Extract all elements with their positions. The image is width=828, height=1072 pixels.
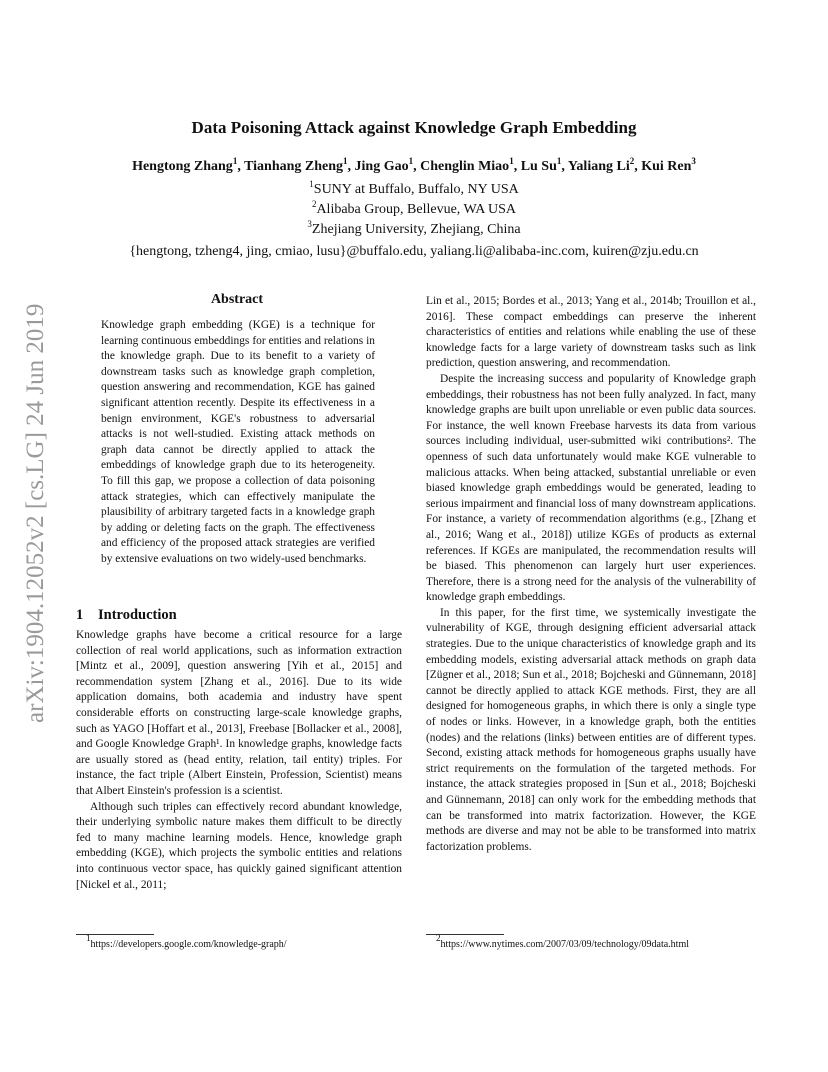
abstract-text: Knowledge graph embedding (KGE) is a technique for learning continuous embeddings for entities and relations in the knowledge graph. Due to its benefit to a variety of downstream tasks such as knowledge graph completion, question answering and recommendation, KGE has gained significant attention recently. Despite its effectiveness in a benign environment, KGE's robustness to adversarial attacks is not well-studied. Existing attack methods on graph data cannot be directly applied to attack the embeddings of knowledge graph due to its heterogeneity. To fill this gap, we propose a collection of data poisoning attack strategies, which can effectively manipulate the plausibility of arbitrary targeted facts in a knowledge graph by adding or deleting facts on the graph. The effectiveness and efficiency of the proposed attack strategies are verified by extensive evaluations on two widely-used benchmarks. — [101, 319, 375, 565]
author-name: Tianhang Zheng$^1$ — [244, 156, 348, 174]
paragraph: Knowledge graphs have become a critical resource for a large collection of real world applications, such as information extraction [Mintz et al., 2009], question answering [Yih et al., 2015] and recommendation system [Zhang et al., 2016]. Due to its wide application domains, both academia and industry have spent considerable efforts on constructing large-scale knowledge graphs, such as YAGO [Hoffart et al., 2013], Freebase [Bollacker et al., 2008], and Google Knowledge Graph¹. In knowledge graphs, knowledge facts are usually stored as (head entity, relation, tail entity) triples. For instance, the fact triple (Albert Einstein, Profession, Scientist) means that Albert Einstein's profession is a scientist. — [76, 629, 402, 797]
footnote-2: $^2$https://www.nytimes.com/2007/03/09/technology/09data.html — [436, 933, 689, 950]
section-heading-introduction: 1 Introduction — [76, 607, 177, 623]
affiliation-1: $^1$SUNY at Buffalo, Buffalo, NY USA — [309, 179, 519, 197]
right-column-text — [426, 294, 756, 855]
author-name: Kui Ren$^3$ — [641, 156, 696, 174]
paragraph: Although such triples can effectively record abundant knowledge, their underlying symbolic nature makes them difficult to be directly fed to many machine learning models. Hence, knowledge graph embedding (KGE), which projects the symbolic entities and relations into continuous vector space, has quickly gained significant attention [Nickel et al., 2011; — [76, 800, 402, 891]
abstract-heading: Abstract — [210, 292, 264, 307]
author-name: Yaliang Li$^2$ — [567, 156, 635, 174]
footnote-1: $^1$https://developers.google.com/knowledge-graph/ — [86, 933, 287, 950]
author-name: Chenglin Miao$^1$ — [420, 156, 514, 174]
paragraph: Lin et al., 2015; Bordes et al., 2013; Yang et al., 2014b; Trouillon et al., 2016]. These compact embeddings can preserve the inherent characteristics of entities and relations while enabling the use of these knowledge facts for a large variety of downstream tasks such as link prediction, question answering, and recommendation. — [426, 295, 756, 370]
paragraph: Despite the increasing success and popularity of Knowledge graph embeddings, their robustness has not been fully analyzed. In fact, many knowledge graphs are built upon unreliable or even public data sources. For instance, the well known Freebase harvests its data from various sources including individual, user-submitted wiki contributions². The openness of such data unfortunately would make KGE vulnerable to malicious attacks. When being attacked, substantial unreliable or even biased knowledge graph embeddings would be generated, leading to serious impairment and financial loss of many downstream applications. For instance, a variety of recommendation algorithms (e.g., [Zhang et al., 2016; Wang et al., 2018]) utilize KGEs of products as external references. If KGEs are manipulated, the recommendation results will be biased. This phenomenon can largely hurt user experiences. Therefore, there is a strong need for the analysis of the vulnerability of knowledge graph embeddings. — [426, 372, 756, 604]
introduction-text — [76, 628, 402, 893]
author-emails: {hengtong, tzheng4, jing, cmiao, lusu}@buffalo.edu, yaliang.li@alibaba-inc.com, kuiren@zju.edu.cn — [129, 244, 699, 259]
affiliation-2: $^2$Alibaba Group, Bellevue, WA USA — [311, 199, 517, 217]
paper-title: Data Poisoning Attack against Knowledge Graph Embedding — [191, 118, 637, 137]
affiliation-3: $^3$Zhejiang University, Zhejiang, China — [307, 219, 521, 237]
author-name: Hengtong Zhang$^1$ — [132, 156, 238, 174]
author-name: Jing Gao$^1$ — [354, 156, 414, 174]
author-name: Lu Su$^1$ — [520, 156, 562, 174]
author-list: Hengtong Zhang$^1$, Tianhang Zheng$^1$, Jing Gao$^1$, Chenglin Miao$^1$, Lu Su$^1$, Yaliang Li$^2$, Kui Ren$^3$ — [132, 156, 696, 174]
paragraph: In this paper, for the first time, we systemically investigate the vulnerability of KGE, through designing efficient adversarial attack strategies. Due to the unique characteristics of knowledge graph and its embedding models, existing adversarial attack methods on graph data [Zügner et al., 2018; Sun et al., 2018; Bojcheski and Günnemann, 2018] cannot be directly applied to attack KGE methods. First, they are all designed for homogeneous graphs, in which there is only a single type of nodes or links. However, in a knowledge graph, both the entities (nodes) and the relations (links) between entities are of different types. Second, existing attack methods for homogeneous graphs usually have strict requirements on the formulation of the targeted methods. For instance, the attack strategies proposed in [Sun et al., 2018; Bojcheski and Günnemann, 2018] can only work for the embedding methods that can be transformed into matrix factorization. However, the KGE methods are diverse and may not be able to be transformed into matrix factorization problems. — [426, 606, 756, 853]
arxiv-identifier: arXiv:1904.12052v2 [cs.LG] 24 Jun 2019 — [22, 303, 49, 723]
